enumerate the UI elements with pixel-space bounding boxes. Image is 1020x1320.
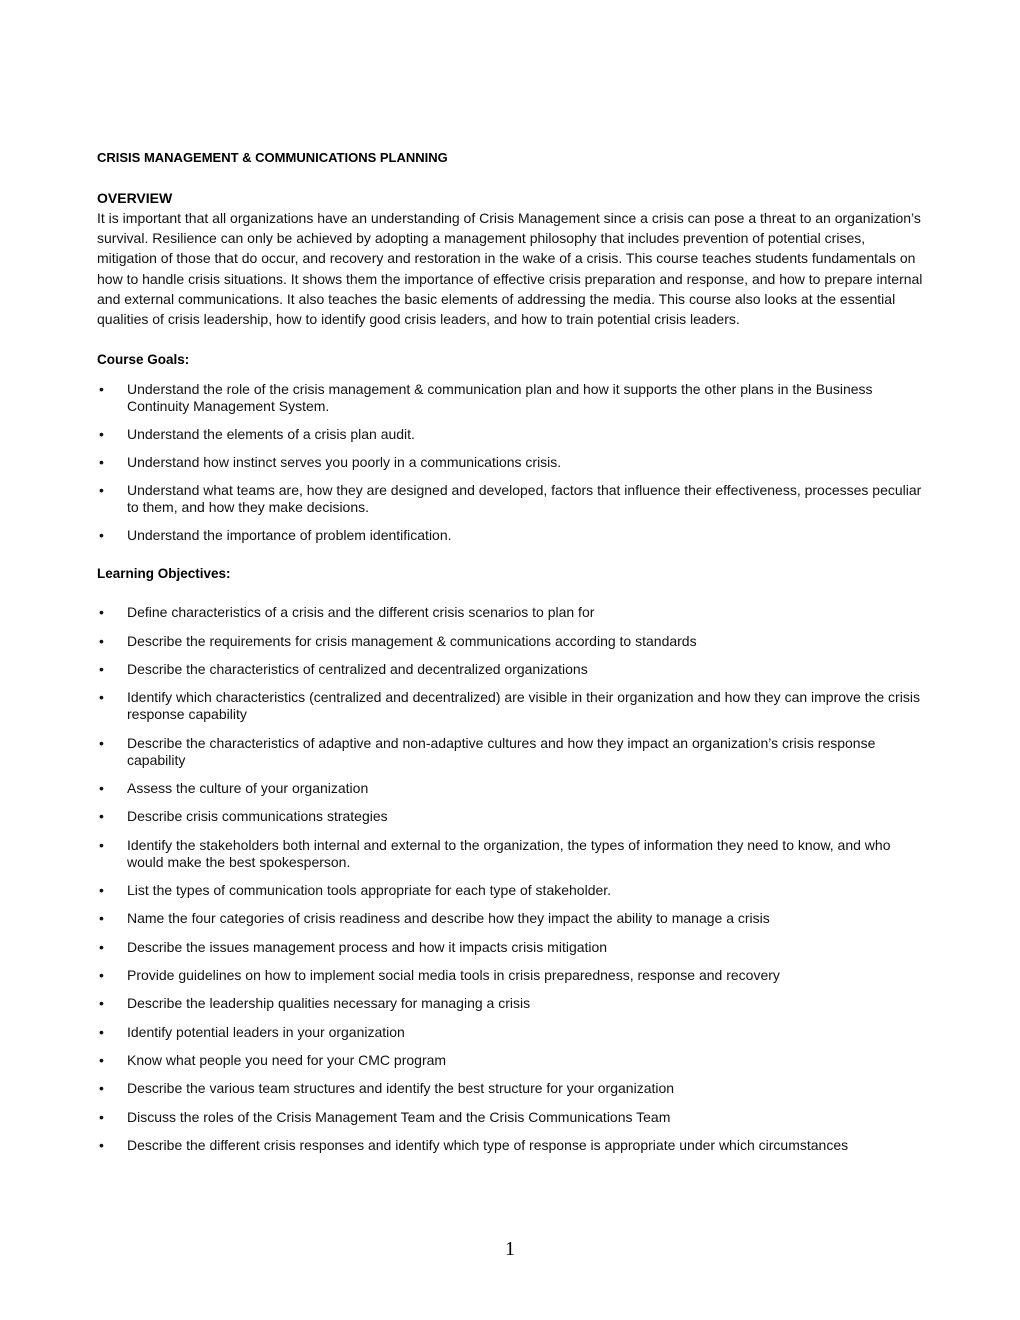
bullet-icon: • <box>99 734 104 751</box>
bullet-icon: • <box>99 779 104 796</box>
overview-heading: OVERVIEW <box>97 190 173 206</box>
course-goal-item <box>97 527 927 544</box>
learning-objective-item <box>97 882 927 899</box>
bullet-icon: • <box>99 967 104 983</box>
learning-objective-item <box>97 1024 927 1041</box>
learning-objective-item-text: Provide guidelines on how to implement social media tools in crisis preparedness, response and recovery <box>127 967 780 983</box>
learning-objective-item-text: Know what people you need for your CMC program <box>127 1052 447 1069</box>
learning-objective-item <box>97 735 927 769</box>
learning-objective-item <box>97 689 927 723</box>
bullet-icon: • <box>99 1023 104 1040</box>
course-goal-item-text: Understand the elements of a crisis plan audit. <box>127 426 415 443</box>
course-goal-item-text: Understand what teams are, how they are designed and developed, factors that influence their effectiveness, processes peculiar to them, and how they make decisions. <box>127 482 922 516</box>
course-goal-item-text: Understand the importance of problem identification. <box>127 527 452 544</box>
course-goal-item-text: Understand how instinct serves you poorly in a communications crisis. <box>127 454 562 471</box>
learning-objective-item-text: Describe the leadership qualities necessary for managing a crisis <box>127 995 531 1012</box>
bullet-icon: • <box>99 881 104 898</box>
learning-objective-item-text: Define characteristics of a crisis and the different crisis scenarios to plan for <box>127 604 595 621</box>
learning-objective-item <box>97 808 927 825</box>
bullet-icon: • <box>99 1080 104 1097</box>
bullet-icon: • <box>99 995 104 1012</box>
course-goal-item <box>97 381 927 415</box>
learning-objective-item-text: Describe the characteristics of centralized and decentralized organizations <box>127 660 588 677</box>
learning-objectives-heading: Learning Objectives: <box>97 566 231 582</box>
learning-objective-item-text: Describe crisis communications strategies <box>127 808 388 825</box>
learning-objective-item <box>97 995 927 1012</box>
page-number: 1 <box>505 1238 515 1260</box>
bullet-icon: • <box>99 1137 104 1154</box>
bullet-icon: • <box>99 454 104 471</box>
bullet-icon: • <box>99 910 104 927</box>
learning-objective-item-text: Discuss the roles of the Crisis Management Team and the Crisis Communications Team <box>127 1108 671 1125</box>
learning-objective-item-text: Describe the issues management process and how it impacts crisis mitigation <box>127 938 608 955</box>
bullet-icon: • <box>99 527 104 544</box>
bullet-icon: • <box>99 1108 104 1125</box>
document-page <box>97 150 927 1165</box>
learning-objective-item <box>97 604 927 621</box>
learning-objective-item <box>97 661 927 678</box>
learning-objective-item-text: Describe the characteristics of adaptive and non-adaptive cultures and how they impact an organization’s crisis response capability <box>127 734 876 768</box>
learning-objective-item-text: Identify potential leaders in your organization <box>127 1023 405 1040</box>
learning-objective-item <box>97 780 927 797</box>
course-goal-item <box>97 454 927 471</box>
course-goal-item <box>97 426 927 443</box>
learning-objective-item-text: Describe the various team structures and identify the best structure for your organization <box>127 1080 675 1097</box>
overview-paragraph: It is important that all organizations have an understanding of Crisis Management since a crisis can pose a threat to an organization’s survival. Resilience can only be achieved by adopting a management philosophy that includes prevention of potential crises, mitigation of those that do occur, and recovery and restoration in the wake of a crisis. This course teaches students fundamentals on how to handle crisis situations. It shows them the importance of effective crisis preparation and response, and how to prepare internal and external communications. It also teaches the basic elements of addressing the media. This course also looks at the essential qualities of crisis leadership, how to identify good crisis leaders, and how to train potential crisis leaders. <box>97 210 923 328</box>
course-goals-heading: Course Goals: <box>97 352 190 368</box>
learning-objective-item-text: Name the four categories of crisis readiness and describe how they impact the ability to manage a crisis <box>127 910 770 927</box>
learning-objective-item <box>97 1137 927 1154</box>
learning-objective-item-text: Describe the requirements for crisis management & communications according to standards <box>127 632 697 649</box>
bullet-icon: • <box>99 1052 104 1069</box>
document-title: CRISIS MANAGEMENT & COMMUNICATIONS PLANNING <box>97 150 448 165</box>
bullet-icon: • <box>99 381 104 398</box>
bullet-icon: • <box>99 808 104 825</box>
learning-objective-item <box>97 1080 927 1097</box>
bullet-icon: • <box>99 632 104 649</box>
learning-objective-item <box>97 633 927 650</box>
bullet-icon: • <box>99 604 104 621</box>
course-goal-item <box>97 482 927 516</box>
learning-objective-item <box>97 910 927 927</box>
learning-objective-item-text: Assess the culture of your organization <box>127 779 369 796</box>
course-goals-list <box>97 381 927 544</box>
bullet-icon: • <box>99 689 104 706</box>
bullet-icon: • <box>99 660 104 677</box>
learning-objective-item-text: Identify which characteristics (centralized and decentralized) are visible in their organization and how they can improve the crisis response capability <box>127 689 920 723</box>
learning-objective-item-text: Describe the different crisis responses and identify which type of response is appropriate under which circumstances <box>127 1137 849 1154</box>
learning-objective-item <box>97 837 927 871</box>
bullet-icon: • <box>99 836 104 853</box>
learning-objective-item <box>97 1052 927 1069</box>
course-goal-item-text: Understand the role of the crisis management & communication plan and how it supports the other plans in the Business Continuity Management System. <box>127 381 873 415</box>
learning-objective-item-text: List the types of communication tools appropriate for each type of stakeholder. <box>127 881 612 898</box>
learning-objective-item <box>97 1109 927 1126</box>
learning-objective-item <box>97 939 927 956</box>
learning-objectives-list <box>97 604 927 1154</box>
bullet-icon: • <box>99 938 104 955</box>
learning-objective-item-text: Identify the stakeholders both internal and external to the organization, the types of information they need to know, and who would make the best spokesperson. <box>127 836 891 870</box>
bullet-icon: • <box>99 482 104 499</box>
learning-objective-item <box>97 967 927 984</box>
bullet-icon: • <box>99 426 104 443</box>
